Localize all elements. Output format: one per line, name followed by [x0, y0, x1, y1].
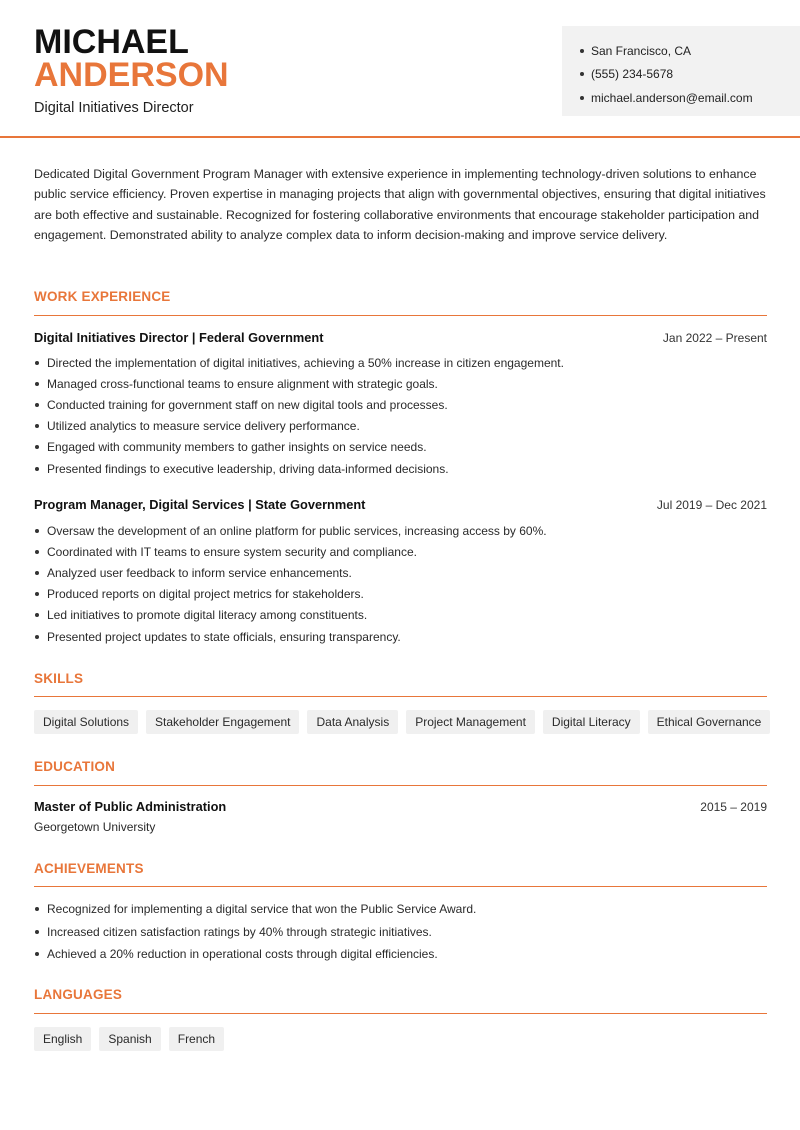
education-heading: EDUCATION — [34, 759, 116, 774]
bullet-icon — [35, 467, 39, 471]
bullet-icon — [35, 952, 39, 956]
job-entry-2 — [34, 497, 767, 512]
bullet-icon — [580, 96, 584, 100]
contact-email: michael.anderson@email.com — [580, 86, 800, 110]
list-item: Analyzed user feedback to inform service enhancements. — [34, 562, 767, 583]
summary-paragraph: Dedicated Digital Government Program Manager with extensive experience in implementing technology-driven solutions to enhance public service efficiency. Proven expertise in managing projects that align with governmental objectives, ensuring that digital initiatives are both effective and sustainable. Recognized for fostering collaborative environments that encourage stakeholder participation and engagement. Demonstrated ability to analyze complex data to inform decision-making and improve service delivery. — [34, 167, 766, 243]
skill-tag: Data Analysis — [307, 710, 398, 734]
contact-location: San Francisco, CA — [580, 39, 800, 63]
bullet-icon — [580, 49, 584, 53]
job-entry-1 — [34, 330, 767, 345]
bullet-icon — [35, 613, 39, 617]
list-item: Recognized for implementing a digital service that won the Public Service Award. — [34, 898, 767, 921]
contact-box — [562, 26, 800, 116]
work-experience-heading: WORK EXPERIENCE — [34, 289, 171, 304]
bullet-icon — [35, 930, 39, 934]
bullet-icon — [35, 592, 39, 596]
school-name: Georgetown University — [34, 820, 156, 834]
job-1-bullets — [34, 352, 767, 479]
bullet-icon — [35, 403, 39, 407]
section-divider — [34, 886, 767, 887]
list-item: Engaged with community members to gather insights on service needs. — [34, 437, 767, 458]
list-item: Utilized analytics to measure service delivery performance. — [34, 416, 767, 437]
list-item: Oversaw the development of an online platform for public services, increasing access by 60%. — [34, 520, 767, 541]
bullet-icon — [35, 571, 39, 575]
section-divider — [34, 315, 767, 316]
resume-header — [0, 0, 800, 138]
first-name: MICHAEL — [34, 23, 189, 61]
language-tag: French — [169, 1027, 224, 1051]
language-tags — [34, 1027, 224, 1051]
bullet-icon — [35, 529, 39, 533]
skill-tag: Project Management — [406, 710, 535, 734]
list-item: Presented findings to executive leadership, driving data-informed decisions. — [34, 458, 767, 479]
bullet-icon — [35, 445, 39, 449]
list-item: Managed cross-functional teams to ensure alignment with strategic goals. — [34, 373, 767, 394]
skill-tag: Ethical Governance — [648, 710, 771, 734]
job-title: Digital Initiatives Director — [34, 100, 194, 116]
list-item: Increased citizen satisfaction ratings by 40% through strategic initiatives. — [34, 921, 767, 944]
achievements-list — [34, 898, 767, 966]
degree: Master of Public Administration — [34, 799, 227, 814]
skill-tag: Stakeholder Engagement — [146, 710, 299, 734]
last-name: ANDERSON — [34, 56, 229, 94]
list-item: Led initiatives to promote digital literacy among constituents. — [34, 605, 767, 626]
achievements-heading: ACHIEVEMENTS — [34, 861, 144, 876]
bullet-icon — [35, 361, 39, 365]
bullet-icon — [35, 550, 39, 554]
education-dates: 2015 – 2019 — [700, 800, 767, 814]
bullet-icon — [35, 382, 39, 386]
section-divider — [34, 785, 767, 786]
bullet-icon — [35, 907, 39, 911]
skills-tags — [34, 710, 770, 734]
list-item: Conducted training for government staff on new digital tools and processes. — [34, 394, 767, 415]
education-entry — [34, 799, 767, 814]
languages-heading: LANGUAGES — [34, 987, 123, 1002]
list-item: Achieved a 20% reduction in operational costs through digital efficiencies. — [34, 943, 767, 966]
list-item: Coordinated with IT teams to ensure system security and compliance. — [34, 541, 767, 562]
skill-tag: Digital Literacy — [543, 710, 640, 734]
bullet-icon — [35, 424, 39, 428]
skill-tag: Digital Solutions — [34, 710, 138, 734]
job-dates-1: Jan 2022 – Present — [662, 331, 767, 345]
language-tag: Spanish — [99, 1027, 160, 1051]
list-item: Directed the implementation of digital initiatives, achieving a 50% increase in citizen engagement. — [34, 352, 767, 373]
language-tag: English — [34, 1027, 91, 1051]
list-item: Produced reports on digital project metrics for stakeholders. — [34, 584, 767, 605]
skills-heading: SKILLS — [34, 671, 84, 686]
job-dates-2: Jul 2019 – Dec 2021 — [656, 498, 767, 512]
list-item: Presented project updates to state officials, ensuring transparency. — [34, 626, 767, 647]
job-2-bullets — [34, 520, 767, 647]
job-title-1: Digital Initiatives Director | Federal Government — [34, 330, 324, 345]
section-divider — [34, 1013, 767, 1014]
section-divider — [34, 696, 767, 697]
job-title-2: Program Manager, Digital Services | State Government — [34, 497, 366, 512]
bullet-icon — [35, 635, 39, 639]
bullet-icon — [580, 72, 584, 76]
contact-phone: (555) 234-5678 — [580, 63, 800, 87]
